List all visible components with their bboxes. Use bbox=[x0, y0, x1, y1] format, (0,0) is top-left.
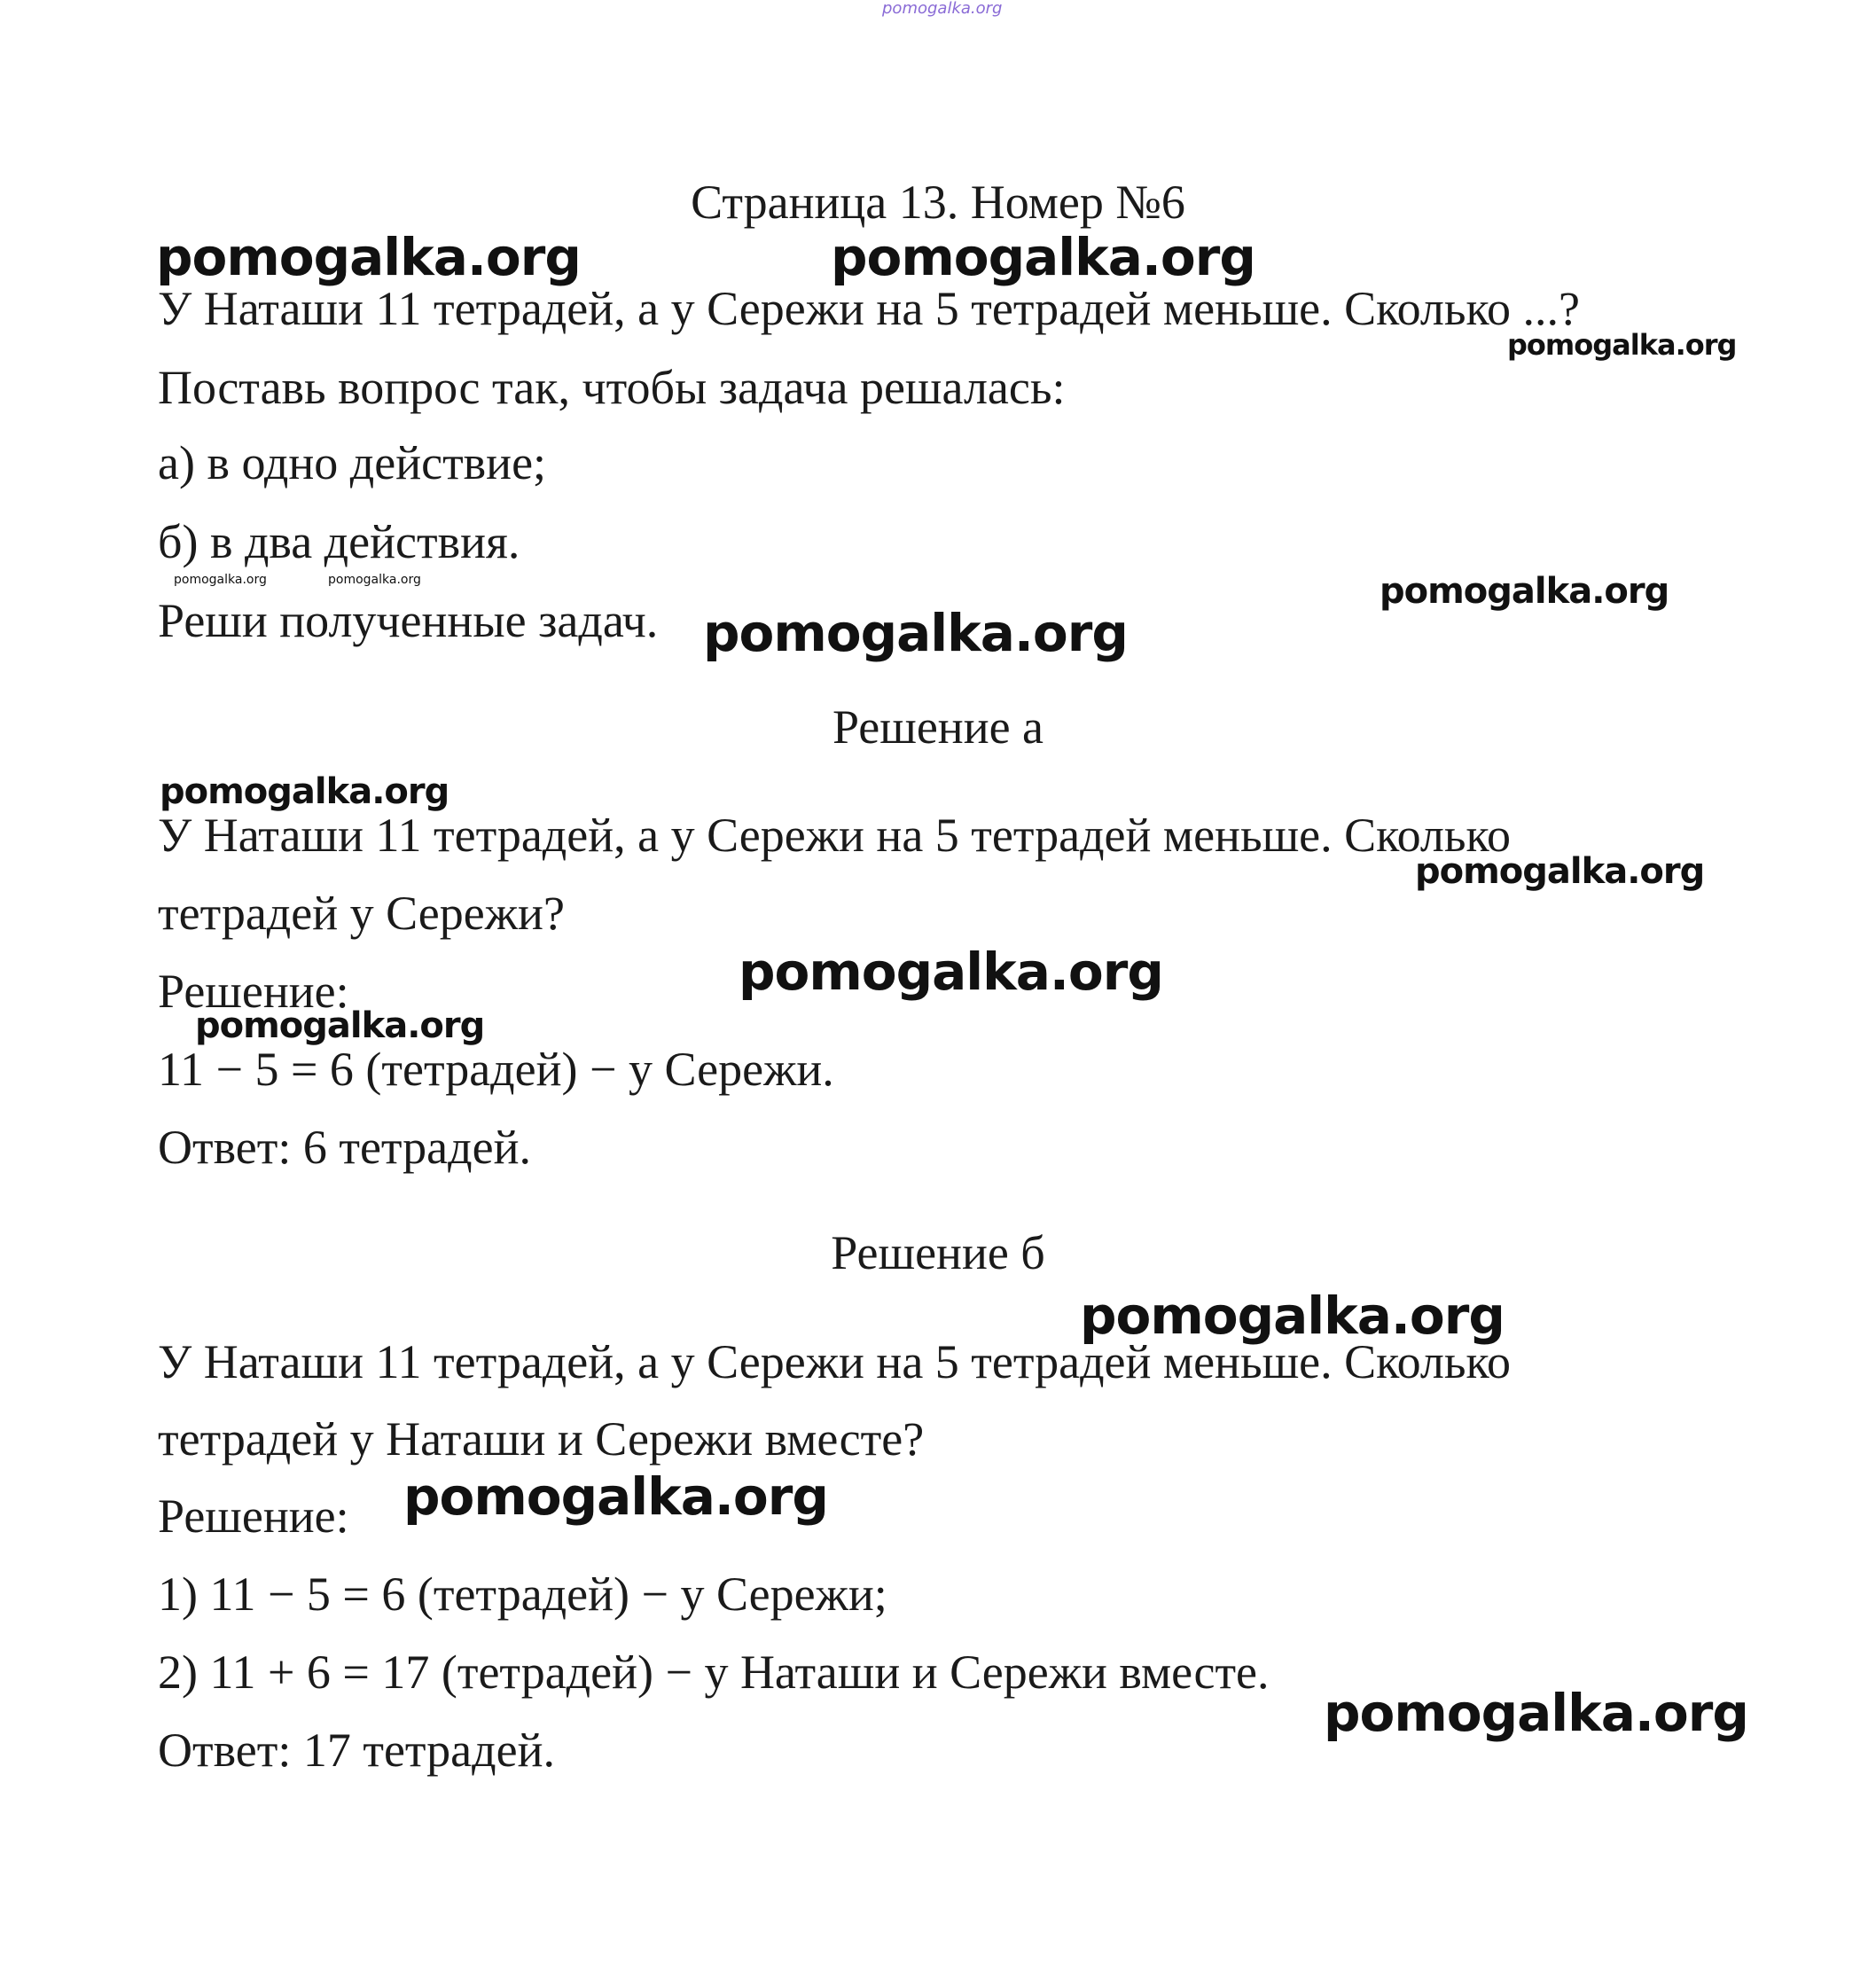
solution-b-step-2: 2) 11 + 6 = 17 (тетрадей) − у Наташи и Сережи вместе. bbox=[158, 1646, 1270, 1699]
watermark-top: pomogalka.org bbox=[882, 0, 1003, 18]
task-item-a: а) в одно действие; bbox=[158, 436, 547, 489]
watermark: pomogalka.org bbox=[403, 1466, 828, 1527]
solution-a-problem-line-2: тетрадей у Сережи? bbox=[158, 887, 565, 940]
watermark: pomogalka.org bbox=[1507, 328, 1737, 362]
watermark: pomogalka.org bbox=[156, 227, 581, 287]
watermark: pomogalka.org bbox=[1415, 851, 1705, 892]
task-solve-line: Реши полученные задач. bbox=[158, 594, 659, 647]
watermark: pomogalka.org bbox=[739, 942, 1163, 1002]
watermark: pomogalka.org bbox=[160, 771, 449, 812]
watermark: pomogalka.org bbox=[195, 1005, 485, 1046]
solution-b-problem-line-1: У Наташи 11 тетрадей, а у Сережи на 5 тетрадей меньше. Сколько bbox=[158, 1335, 1512, 1388]
solution-b-answer: Ответ: 17 тетрадей. bbox=[158, 1724, 555, 1777]
solution-a-label: Решение: bbox=[158, 965, 349, 1018]
watermark: pomogalka.org bbox=[1380, 571, 1669, 612]
solution-b-label: Решение: bbox=[158, 1489, 349, 1543]
task-line-2: Поставь вопрос так, чтобы задача решалась: bbox=[158, 361, 1066, 414]
watermark: pomogalka.org bbox=[174, 573, 267, 587]
watermark: pomogalka.org bbox=[1324, 1683, 1748, 1743]
task-line-1: У Наташи 11 тетрадей, а у Сережи на 5 тетрадей меньше. Сколько ...? bbox=[158, 282, 1580, 335]
page-title: Страница 13. Номер №6 bbox=[691, 176, 1185, 229]
solution-b-problem-line-2: тетрадей у Наташи и Сережи вместе? bbox=[158, 1412, 925, 1466]
solution-b-heading: Решение б bbox=[831, 1226, 1045, 1279]
task-item-b: б) в два действия. bbox=[158, 515, 520, 568]
watermark: pomogalka.org bbox=[328, 573, 421, 587]
solution-a-answer: Ответ: 6 тетрадей. bbox=[158, 1121, 531, 1174]
solution-a-step: 11 − 5 = 6 (тетрадей) − у Сережи. bbox=[158, 1043, 834, 1096]
watermark: pomogalka.org bbox=[831, 227, 1255, 287]
solution-a-problem-line-1: У Наташи 11 тетрадей, а у Сережи на 5 тетрадей меньше. Сколько bbox=[158, 809, 1512, 862]
solution-b-step-1: 1) 11 − 5 = 6 (тетрадей) − у Сережи; bbox=[158, 1567, 887, 1621]
solution-a-heading: Решение а bbox=[832, 700, 1044, 754]
watermark: pomogalka.org bbox=[703, 603, 1128, 663]
watermark: pomogalka.org bbox=[1080, 1286, 1505, 1346]
